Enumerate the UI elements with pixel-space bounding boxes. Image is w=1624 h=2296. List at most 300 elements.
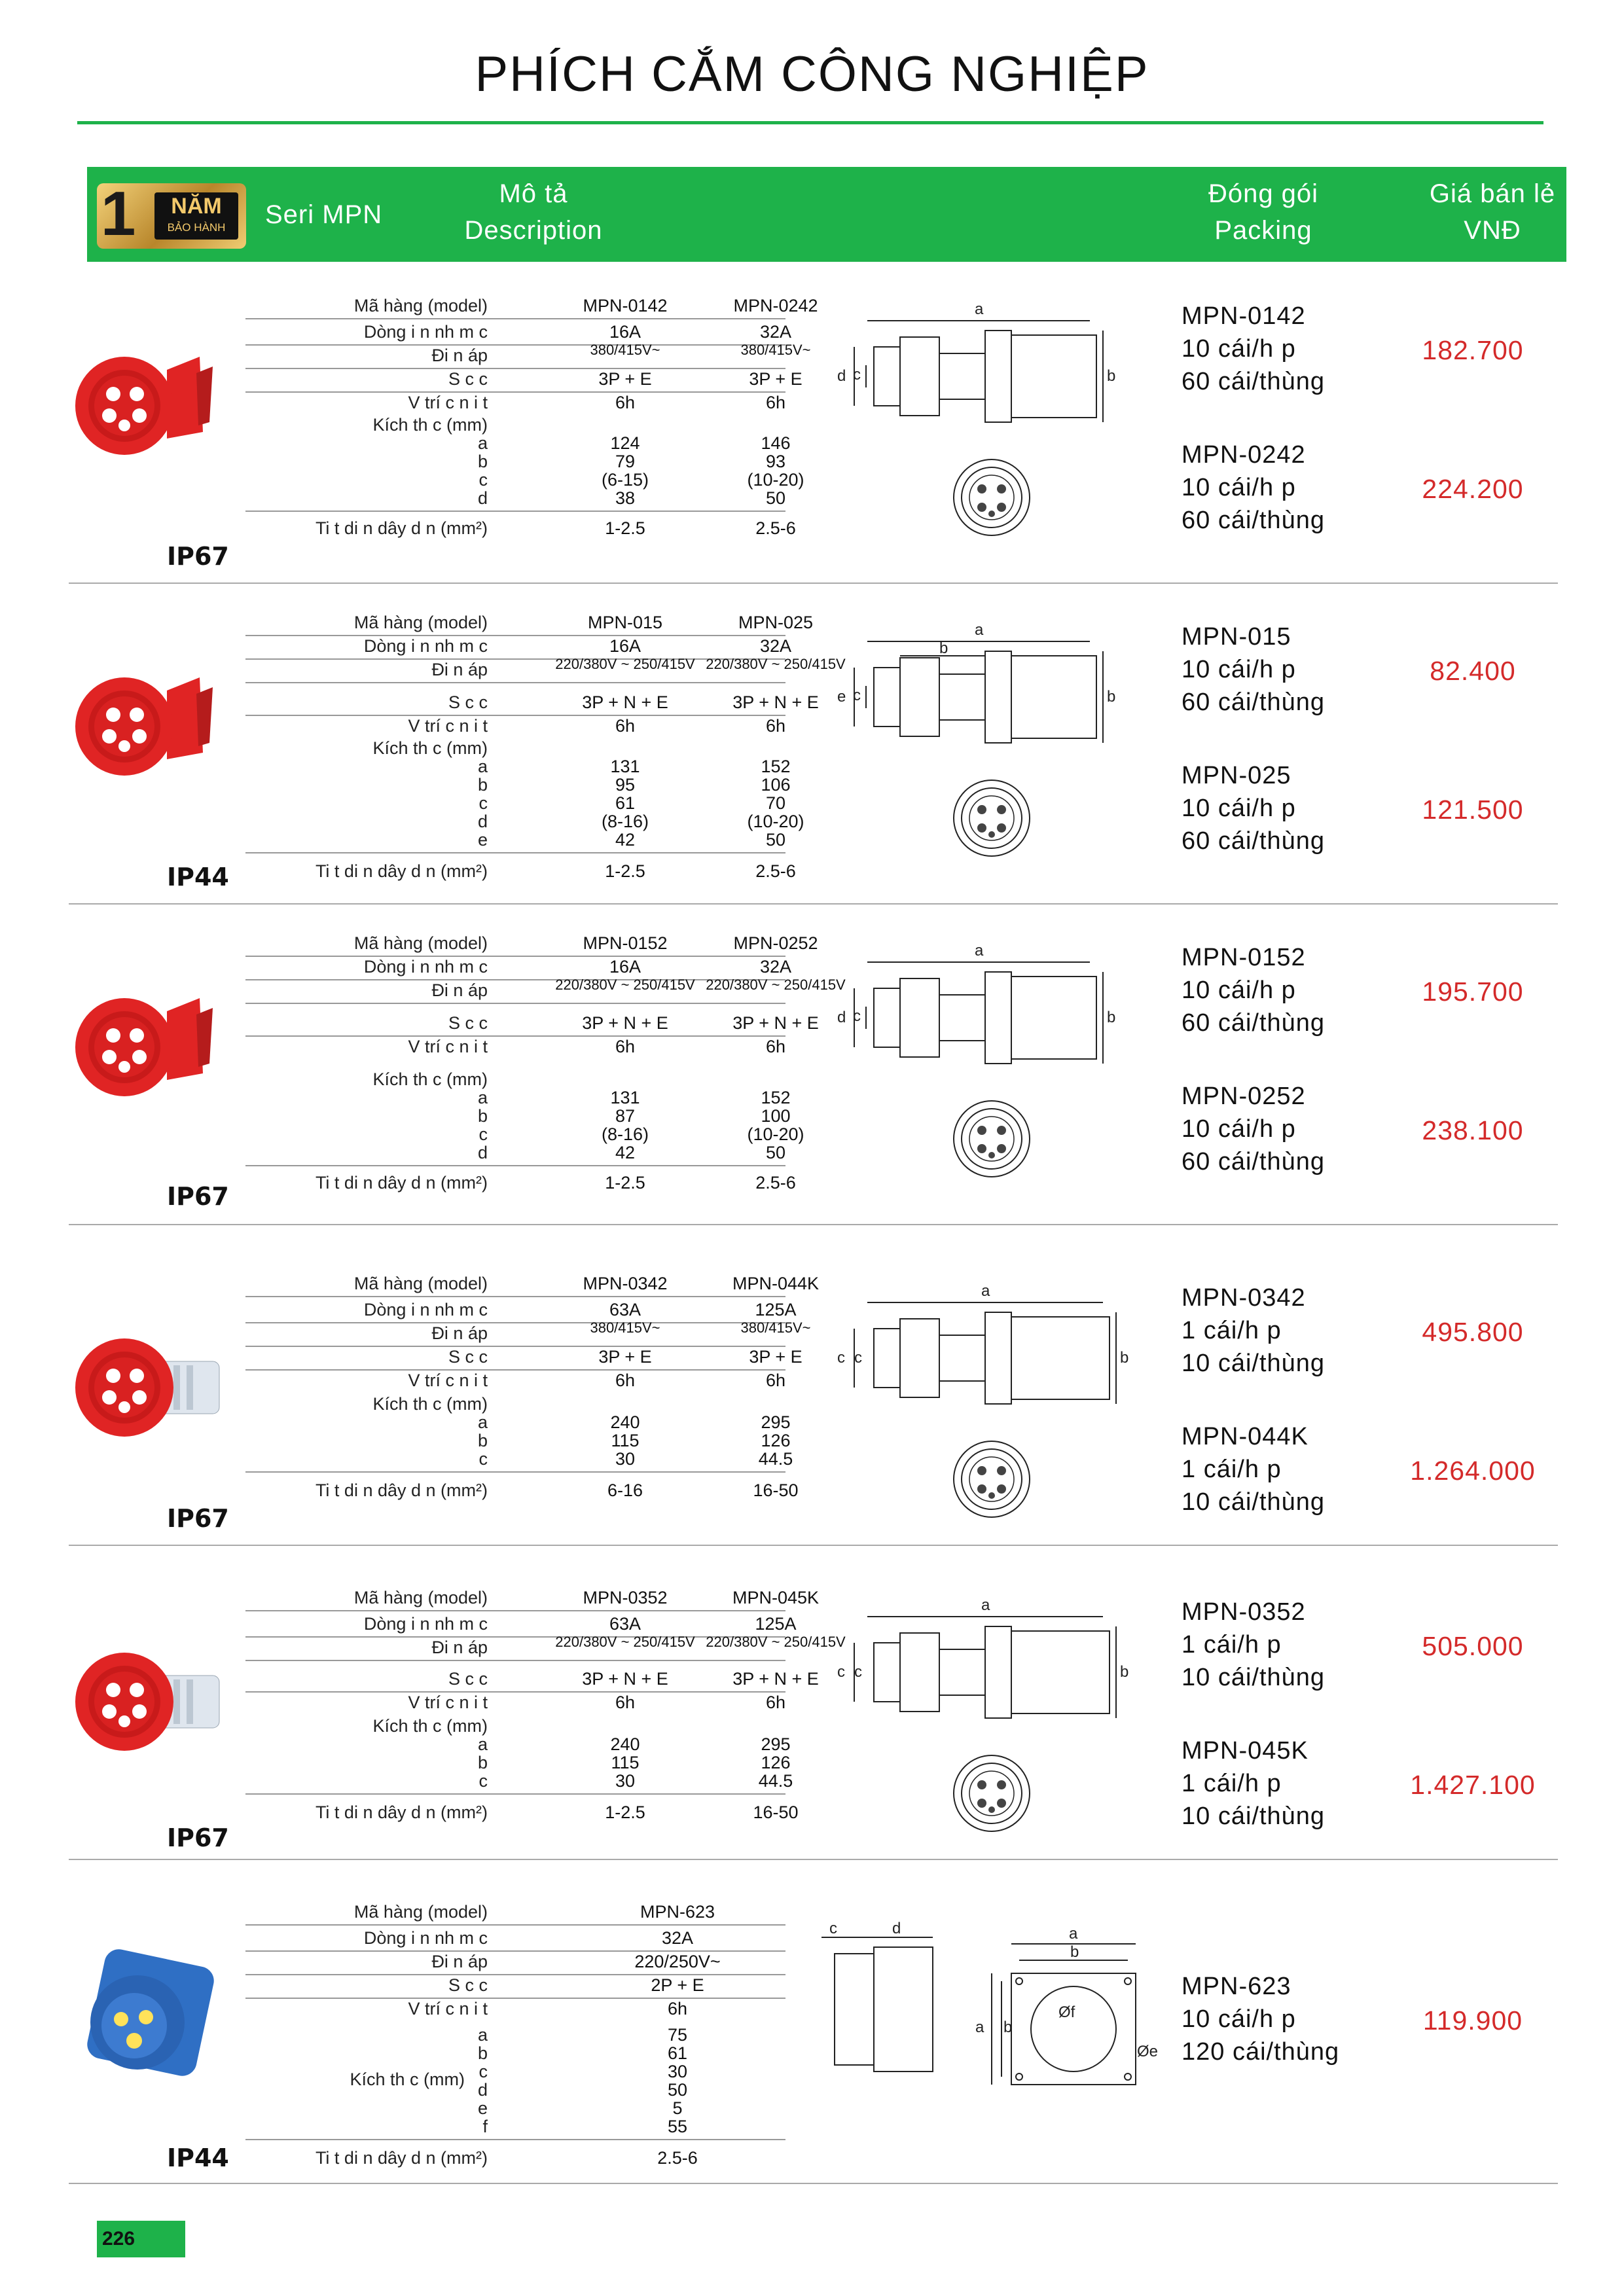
- svg-text:c: c: [853, 1007, 861, 1025]
- packing-info: [1182, 1596, 1325, 1694]
- retail-price: 119.900: [1422, 2005, 1523, 2036]
- spec-label: b: [477, 2043, 488, 2063]
- spec-label: c: [478, 2062, 488, 2081]
- spec-value-2: MPN-025: [738, 613, 814, 632]
- spec-label: b: [477, 1753, 488, 1772]
- spec-value-1: (6-15): [601, 470, 649, 490]
- spec-label: e: [477, 830, 488, 850]
- section-divider: [69, 583, 1558, 584]
- spec-label: Kích th c (mm): [372, 415, 488, 435]
- retail-price: 238.100: [1422, 1115, 1524, 1145]
- svg-text:d: d: [837, 1009, 846, 1026]
- spec-label: d: [477, 812, 488, 831]
- spec-label: V trí c n i t: [408, 393, 488, 412]
- spec-value-2: 380/415V~: [740, 342, 811, 358]
- retail-price: 495.800: [1422, 1317, 1524, 1347]
- packing-pack2: 60 cái/thùng: [1182, 1148, 1326, 1175]
- dimension-drawing: [828, 615, 1129, 769]
- spec-divider: [245, 1165, 785, 1166]
- svg-text:a: a: [975, 300, 984, 318]
- spec-value-2: 32A: [759, 636, 792, 656]
- spec-value-1: 1-2.5: [605, 1803, 645, 1822]
- spec-label: Đi n áp: [431, 660, 488, 679]
- dimension-drawing: [828, 295, 1129, 448]
- svg-text:b: b: [1120, 1663, 1129, 1681]
- spec-value-2: 32A: [759, 957, 792, 977]
- packing-pack1: 1 cái/h p: [1182, 1317, 1282, 1344]
- spec-value-1: 380/415V~: [590, 342, 660, 358]
- product-photo: [69, 975, 226, 1109]
- page-number: 226: [97, 2221, 185, 2257]
- badge-label-box: [154, 192, 238, 240]
- spec-value-1: 6h: [615, 1371, 636, 1390]
- title-divider: [77, 121, 1543, 124]
- spec-value-1: 220/380V ~ 250/415V: [555, 656, 695, 672]
- spec-value-2: 220/380V ~ 250/415V: [706, 656, 846, 672]
- spec-label: a: [477, 2025, 488, 2045]
- spec-label: d: [477, 2080, 488, 2100]
- spec-label: c: [478, 1124, 488, 1144]
- svg-text:a: a: [975, 942, 984, 960]
- spec-value-1: 63A: [609, 1300, 641, 1319]
- plug-face-view: [949, 776, 1034, 864]
- spec-label: a: [477, 1734, 488, 1754]
- spec-value-1: 3P + N + E: [582, 692, 668, 712]
- product-photo: [69, 655, 226, 789]
- spec-label: d: [477, 1143, 488, 1162]
- packing-pack1: 10 cái/h p: [1182, 1115, 1296, 1143]
- packing-pack1: 10 cái/h p: [1182, 656, 1296, 683]
- svg-text:b: b: [939, 639, 948, 657]
- spec-label: Mã hàng (model): [353, 933, 488, 953]
- retail-price: 505.000: [1422, 1631, 1524, 1661]
- badge-warranty: BẢO HÀNH: [167, 221, 226, 234]
- spec-value-2: (10-20): [747, 1124, 804, 1144]
- spec-value-2: 3P + N + E: [732, 1013, 819, 1033]
- retail-price: 1.427.100: [1410, 1770, 1536, 1800]
- packing-pack1: 10 cái/h p: [1182, 977, 1296, 1004]
- retail-price: 1.264.000: [1410, 1456, 1536, 1486]
- spec-value-1: 1-2.5: [605, 1173, 645, 1193]
- spec-value-2: (10-20): [747, 812, 804, 831]
- spec-label: Mã hàng (model): [353, 1588, 488, 1607]
- spec-value-1: 3P + N + E: [582, 1669, 668, 1689]
- spec-value-1: 87: [615, 1106, 636, 1126]
- spec-label: c: [478, 1449, 488, 1469]
- packing-pack2: 10 cái/thùng: [1182, 1350, 1326, 1377]
- svg-text:e: e: [837, 688, 846, 706]
- spec-value-2: 70: [765, 793, 786, 813]
- spec-value-1: 3P + N + E: [582, 1013, 668, 1033]
- spec-divider: [245, 1003, 785, 1004]
- ip-rating: IP44: [167, 863, 229, 891]
- spec-label: S c c: [448, 1669, 488, 1689]
- spec-value-2: 6h: [765, 1371, 786, 1390]
- svg-text:b: b: [1003, 2018, 1013, 2036]
- spec-label: b: [477, 452, 488, 471]
- packing-pack1: 1 cái/h p: [1182, 1456, 1282, 1483]
- spec-label: Kích th c (mm): [372, 1716, 488, 1736]
- spec-value-1: 220/380V ~ 250/415V: [555, 977, 695, 993]
- spec-label: Mã hàng (model): [353, 296, 488, 315]
- spec-value-2: 152: [761, 1088, 791, 1107]
- spec-label: e: [477, 2098, 488, 2118]
- spec-value-1: 6h: [615, 1037, 636, 1056]
- spec-value: 75: [667, 2025, 688, 2045]
- packing-pack1: 10 cái/h p: [1182, 795, 1296, 822]
- spec-value-1: MPN-015: [587, 613, 663, 632]
- spec-value-2: 16-50: [753, 1480, 799, 1500]
- spec-value-1: 30: [615, 1771, 636, 1791]
- spec-value-2: 44.5: [758, 1771, 793, 1791]
- spec-value-2: 3P + E: [749, 1347, 803, 1367]
- retail-price: 82.400: [1430, 656, 1516, 686]
- spec-value: 30: [667, 2062, 688, 2081]
- spec-value-1: 240: [610, 1412, 640, 1432]
- spec-value-1: (8-16): [601, 812, 649, 831]
- description-header-en: Description: [464, 216, 603, 245]
- spec-divider: [245, 1471, 785, 1473]
- spec-value-1: 16A: [609, 636, 641, 656]
- spec-label: a: [477, 757, 488, 776]
- spec-value-2: (10-20): [747, 470, 804, 490]
- packing-info: [1182, 759, 1325, 857]
- section-divider: [69, 2183, 1558, 2184]
- svg-text:b: b: [1107, 367, 1116, 385]
- spec-label: Dòng i n nh m c: [363, 636, 488, 656]
- spec-value-1: MPN-0342: [583, 1274, 668, 1293]
- spec-divider: [245, 1793, 785, 1795]
- spec-value-2: 93: [765, 452, 786, 471]
- spec-value-2: MPN-0252: [733, 933, 818, 953]
- spec-divider: [245, 1296, 785, 1297]
- spec-divider: [245, 2139, 785, 2140]
- svg-text:b: b: [1070, 1943, 1079, 1961]
- spec-value-1: 38: [615, 488, 636, 508]
- spec-value-2: MPN-044K: [732, 1274, 820, 1293]
- spec-value-2: 2.5-6: [755, 518, 796, 538]
- dimension-drawing: [815, 1918, 1182, 2091]
- spec-label: Kích th c (mm): [372, 738, 488, 758]
- packing-info: [1182, 1420, 1325, 1518]
- spec-label: S c c: [448, 1347, 488, 1367]
- spec-divider: [245, 1660, 785, 1661]
- packing-model: MPN-0342: [1182, 1284, 1306, 1312]
- spec-value: 2.5-6: [657, 2148, 698, 2168]
- plug-face-view: [949, 1751, 1034, 1839]
- spec-value: MPN-623: [640, 1902, 715, 1922]
- spec-value-2: 2.5-6: [755, 1173, 796, 1193]
- spec-value-1: 131: [610, 757, 640, 776]
- packing-pack1: 1 cái/h p: [1182, 1770, 1282, 1797]
- spec-label: Mã hàng (model): [353, 1274, 488, 1293]
- spec-value-2: MPN-0242: [733, 296, 818, 315]
- spec-label: Mã hàng (model): [353, 1902, 488, 1922]
- spec-value-1: 380/415V~: [590, 1319, 660, 1336]
- product-photo: [69, 1630, 226, 1764]
- ip-rating: IP44: [167, 2144, 229, 2172]
- spec-label: c: [478, 470, 488, 490]
- svg-text:a: a: [981, 1596, 990, 1614]
- spec-value-2: 50: [765, 830, 786, 850]
- spec-label: a: [477, 1088, 488, 1107]
- packing-model: MPN-623: [1182, 1973, 1291, 2000]
- svg-text:Øf: Øf: [1058, 2003, 1075, 2021]
- series-label: Seri MPN: [265, 200, 383, 229]
- svg-text:c: c: [837, 1349, 845, 1367]
- spec-label: Đi n áp: [431, 1638, 488, 1657]
- spec-divider: [245, 511, 785, 512]
- svg-text:Øe: Øe: [1137, 2043, 1159, 2060]
- dimension-drawing: [828, 1590, 1129, 1744]
- spec-value-2: 3P + N + E: [732, 692, 819, 712]
- spec-label: Ti t di n dây d n (mm²): [315, 1803, 488, 1822]
- svg-text:b: b: [1107, 1009, 1116, 1026]
- spec-value-1: 42: [615, 1143, 636, 1162]
- spec-value-1: MPN-0352: [583, 1588, 668, 1607]
- spec-value: 6h: [667, 1999, 688, 2018]
- packing-pack2: 60 cái/thùng: [1182, 368, 1326, 395]
- spec-value-2: 220/380V ~ 250/415V: [706, 977, 846, 993]
- packing-info: [1182, 1734, 1325, 1833]
- spec-value-1: 6h: [615, 1693, 636, 1712]
- spec-label: V trí c n i t: [408, 1999, 488, 2018]
- svg-text:a: a: [975, 2018, 984, 2036]
- spec-value-1: MPN-0152: [583, 933, 668, 953]
- spec-value-2: 152: [761, 757, 791, 776]
- spec-label: Dòng i n nh m c: [363, 1614, 488, 1634]
- packing-info: [1182, 1282, 1325, 1380]
- ip-rating: IP67: [167, 1504, 229, 1533]
- spec-value-1: 3P + E: [598, 369, 652, 389]
- ip-rating: IP67: [167, 1823, 229, 1852]
- spec-value-1: 6h: [615, 393, 636, 412]
- spec-label: V trí c n i t: [408, 716, 488, 736]
- spec-label: a: [477, 433, 488, 453]
- spec-label: Ti t di n dây d n (mm²): [315, 2148, 488, 2168]
- svg-text:a: a: [981, 1282, 990, 1300]
- ip-rating: IP67: [167, 542, 229, 571]
- spec-value: 61: [667, 2043, 688, 2063]
- spec-label: V trí c n i t: [408, 1037, 488, 1056]
- spec-value-1: 42: [615, 830, 636, 850]
- spec-value-1: 63A: [609, 1614, 641, 1634]
- packing-pack1: 10 cái/h p: [1182, 335, 1296, 363]
- spec-label: Ti t di n dây d n (mm²): [315, 518, 488, 538]
- spec-label: S c c: [448, 1975, 488, 1995]
- spec-value-2: 220/380V ~ 250/415V: [706, 1634, 846, 1650]
- svg-text:d: d: [892, 1920, 901, 1937]
- packing-pack2: 10 cái/thùng: [1182, 1803, 1326, 1830]
- spec-value-2: 6h: [765, 1037, 786, 1056]
- product-photo: [69, 1316, 226, 1450]
- svg-text:a: a: [1069, 1925, 1078, 1943]
- spec-label: Ti t di n dây d n (mm²): [315, 861, 488, 881]
- spec-value-2: 126: [761, 1431, 791, 1450]
- spec-value-1: 61: [615, 793, 636, 813]
- spec-value-2: 6h: [765, 1693, 786, 1712]
- retail-price: 121.500: [1422, 795, 1524, 825]
- spec-label: d: [477, 488, 488, 508]
- spec-value: 5: [672, 2098, 683, 2118]
- section-divider: [69, 903, 1558, 905]
- packing-model: MPN-0152: [1182, 944, 1306, 971]
- packing-info: [1182, 300, 1325, 398]
- spec-value-1: 1-2.5: [605, 518, 645, 538]
- spec-divider: [245, 1610, 785, 1611]
- spec-label: Dòng i n nh m c: [363, 957, 488, 977]
- product-photo: [69, 334, 226, 468]
- plug-face-view: [949, 1096, 1034, 1185]
- spec-value-1: 16A: [609, 957, 641, 977]
- packing-pack2: 60 cái/thùng: [1182, 507, 1326, 534]
- spec-value-2: 44.5: [758, 1449, 793, 1469]
- spec-value-2: 3P + N + E: [732, 1669, 819, 1689]
- packing-info: [1182, 620, 1325, 719]
- spec-value-1: 3P + E: [598, 1347, 652, 1367]
- svg-text:d: d: [837, 367, 846, 385]
- spec-value-2: MPN-045K: [732, 1588, 820, 1607]
- svg-text:c: c: [854, 1349, 862, 1367]
- spec-label: c: [478, 793, 488, 813]
- spec-value-2: 125A: [755, 1614, 797, 1634]
- spec-label: Dòng i n nh m c: [363, 1300, 488, 1319]
- ip-rating: IP67: [167, 1182, 229, 1211]
- packing-pack2: 60 cái/thùng: [1182, 827, 1326, 855]
- spec-value-2: 126: [761, 1753, 791, 1772]
- svg-text:c: c: [829, 1920, 837, 1937]
- packing-pack2: 120 cái/thùng: [1182, 2038, 1340, 2066]
- product-photo: [69, 1944, 219, 2098]
- packing-pack2: 60 cái/thùng: [1182, 689, 1326, 716]
- spec-value-1: 16A: [609, 322, 641, 342]
- packing-model: MPN-044K: [1182, 1423, 1308, 1450]
- svg-text:a: a: [975, 621, 984, 639]
- spec-label: Đi n áp: [431, 1323, 488, 1343]
- spec-value-2: 6h: [765, 716, 786, 736]
- spec-label: c: [478, 1771, 488, 1791]
- spec-value-2: 50: [765, 488, 786, 508]
- spec-divider: [245, 1924, 785, 1926]
- svg-text:c: c: [854, 1663, 862, 1681]
- spec-value-1: 6-16: [607, 1480, 643, 1500]
- packing-header-vi: Đóng gói: [1208, 179, 1319, 208]
- packing-model: MPN-0252: [1182, 1083, 1306, 1110]
- packing-pack2: 10 cái/thùng: [1182, 1664, 1326, 1691]
- spec-label: b: [477, 1106, 488, 1126]
- packing-info: [1182, 439, 1325, 537]
- packing-pack1: 10 cái/h p: [1182, 474, 1296, 501]
- warranty-badge: [97, 179, 246, 249]
- spec-value-1: 124: [610, 433, 640, 453]
- spec-label: Kích th c (mm): [372, 1394, 488, 1414]
- svg-text:b: b: [1120, 1349, 1129, 1367]
- dimension-drawing: [828, 1276, 1129, 1430]
- plug-face-view: [949, 455, 1034, 543]
- retail-price: 224.200: [1422, 474, 1524, 504]
- spec-value: 55: [667, 2117, 688, 2136]
- spec-value-1: 115: [611, 1753, 640, 1772]
- spec-value-1: 95: [615, 775, 636, 795]
- packing-model: MPN-045K: [1182, 1737, 1308, 1765]
- spec-label: S c c: [448, 1013, 488, 1033]
- spec-value-2: 146: [761, 433, 791, 453]
- spec-value-1: 240: [610, 1734, 640, 1754]
- spec-value-2: 16-50: [753, 1803, 799, 1822]
- spec-value-2: 295: [761, 1734, 791, 1754]
- spec-value-2: 2.5-6: [755, 861, 796, 881]
- spec-value-2: 125A: [755, 1300, 797, 1319]
- packing-info: [1182, 941, 1325, 1039]
- spec-value-1: 220/380V ~ 250/415V: [555, 1634, 695, 1650]
- dimension-drawing: [828, 936, 1129, 1090]
- spec-label: S c c: [448, 692, 488, 712]
- spec-label: V trí c n i t: [408, 1693, 488, 1712]
- spec-value-1: MPN-0142: [583, 296, 668, 315]
- svg-text:c: c: [837, 1663, 845, 1681]
- spec-label: Đi n áp: [431, 980, 488, 1000]
- spec-label: Mã hàng (model): [353, 613, 488, 632]
- spec-value-1: 6h: [615, 716, 636, 736]
- spec-value-2: 32A: [759, 322, 792, 342]
- spec-value-2: 100: [761, 1106, 791, 1126]
- spec-divider: [245, 852, 785, 853]
- spec-label: a: [477, 1412, 488, 1432]
- spec-value: 50: [667, 2080, 688, 2100]
- packing-model: MPN-025: [1182, 762, 1291, 789]
- spec-value-1: 131: [610, 1088, 640, 1107]
- badge-year: NĂM: [171, 194, 222, 219]
- spec-label: V trí c n i t: [408, 1371, 488, 1390]
- plug-face-view: [949, 1437, 1034, 1525]
- section-divider: [69, 1859, 1558, 1860]
- packing-model: MPN-015: [1182, 623, 1291, 651]
- spec-label: Dòng i n nh m c: [363, 1928, 488, 1948]
- spec-value-1: (8-16): [601, 1124, 649, 1144]
- svg-text:b: b: [1107, 688, 1116, 706]
- spec-label: Dòng i n nh m c: [363, 322, 488, 342]
- spec-label: Ti t di n dây d n (mm²): [315, 1480, 488, 1500]
- spec-value-1: 79: [615, 452, 636, 471]
- packing-pack1: 1 cái/h p: [1182, 1631, 1282, 1659]
- spec-divider: [245, 682, 785, 683]
- svg-text:c: c: [853, 687, 861, 704]
- spec-value-1: 30: [615, 1449, 636, 1469]
- svg-text:c: c: [853, 366, 861, 384]
- price-header-unit: VNĐ: [1464, 216, 1521, 245]
- packing-pack2: 10 cái/thùng: [1182, 1488, 1326, 1516]
- spec-value: 2P + E: [651, 1975, 704, 1995]
- packing-header-en: Packing: [1214, 216, 1312, 245]
- spec-value: 220/250V~: [634, 1952, 721, 1971]
- spec-divider: [245, 318, 785, 319]
- spec-value-1: 115: [611, 1431, 640, 1450]
- packing-pack1: 10 cái/h p: [1182, 2005, 1296, 2033]
- packing-model: MPN-0142: [1182, 302, 1306, 330]
- spec-label: Kích th c (mm): [372, 1069, 488, 1089]
- description-header-vi: Mô tả: [499, 179, 568, 208]
- spec-label: Đi n áp: [431, 346, 488, 365]
- packing-info: [1182, 1970, 1339, 2068]
- retail-price: 182.700: [1422, 335, 1524, 365]
- badge-number: 1: [101, 179, 136, 249]
- packing-info: [1182, 1080, 1325, 1178]
- spec-value-2: 106: [761, 775, 791, 795]
- spec-label: S c c: [448, 369, 488, 389]
- spec-value-1: 1-2.5: [605, 861, 645, 881]
- retail-price: 195.700: [1422, 977, 1524, 1007]
- packing-model: MPN-0242: [1182, 441, 1306, 469]
